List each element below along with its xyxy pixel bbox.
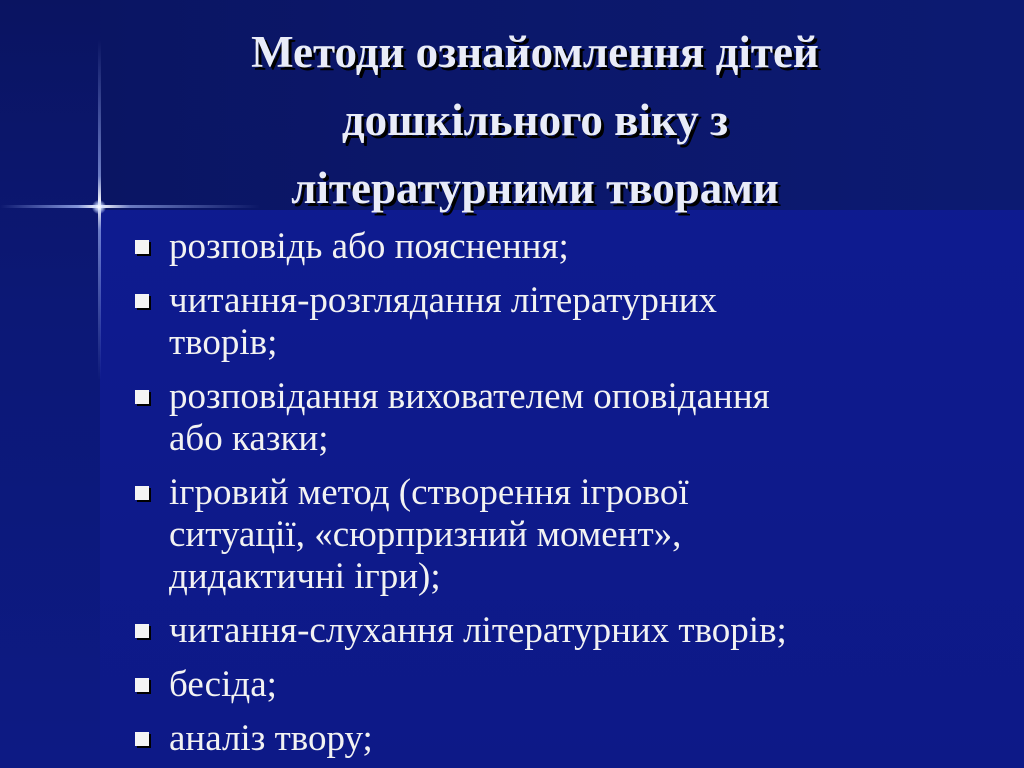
square-bullet-icon bbox=[135, 678, 149, 692]
title-line: Методи ознайомлення дітей bbox=[251, 27, 819, 77]
bullet-item bbox=[133, 376, 983, 460]
bullet-text: ситуації, «сюрпризний момент», bbox=[169, 514, 682, 555]
bullet-item bbox=[133, 664, 983, 706]
bullet-text: ігровий метод (створення ігрової bbox=[169, 472, 689, 513]
bullet-text: розповідь або пояснення; bbox=[169, 226, 569, 267]
bullet-text: творів; bbox=[169, 322, 278, 363]
bullet-text: або казки; bbox=[169, 418, 329, 459]
bullet-text: аналіз твору; bbox=[169, 718, 373, 759]
square-bullet-icon bbox=[135, 624, 149, 638]
bullet-item bbox=[133, 718, 983, 760]
bullet-item bbox=[133, 610, 983, 652]
bullet-item bbox=[133, 226, 983, 268]
bullet-item bbox=[133, 280, 983, 364]
slide-title bbox=[150, 18, 920, 222]
square-bullet-icon bbox=[135, 486, 149, 500]
bullet-text: читання-слухання літературних творів; bbox=[169, 610, 787, 651]
bullet-text: бесіда; bbox=[169, 664, 277, 705]
bullet-text: читання-розглядання літературних bbox=[169, 280, 717, 321]
bullet-text: розповідання вихователем оповідання bbox=[169, 376, 770, 417]
square-bullet-icon bbox=[135, 390, 149, 404]
square-bullet-icon bbox=[135, 240, 149, 254]
title-line: дошкільного віку з bbox=[341, 95, 729, 145]
bullet-text: дидактичні ігри); bbox=[169, 556, 441, 597]
left-band bbox=[0, 0, 100, 768]
title-line: літературними творами bbox=[291, 163, 779, 213]
bullet-item bbox=[133, 472, 983, 598]
bullet-list bbox=[133, 226, 983, 768]
sparkle-star-icon bbox=[92, 200, 106, 214]
square-bullet-icon bbox=[135, 732, 149, 746]
square-bullet-icon bbox=[135, 294, 149, 308]
